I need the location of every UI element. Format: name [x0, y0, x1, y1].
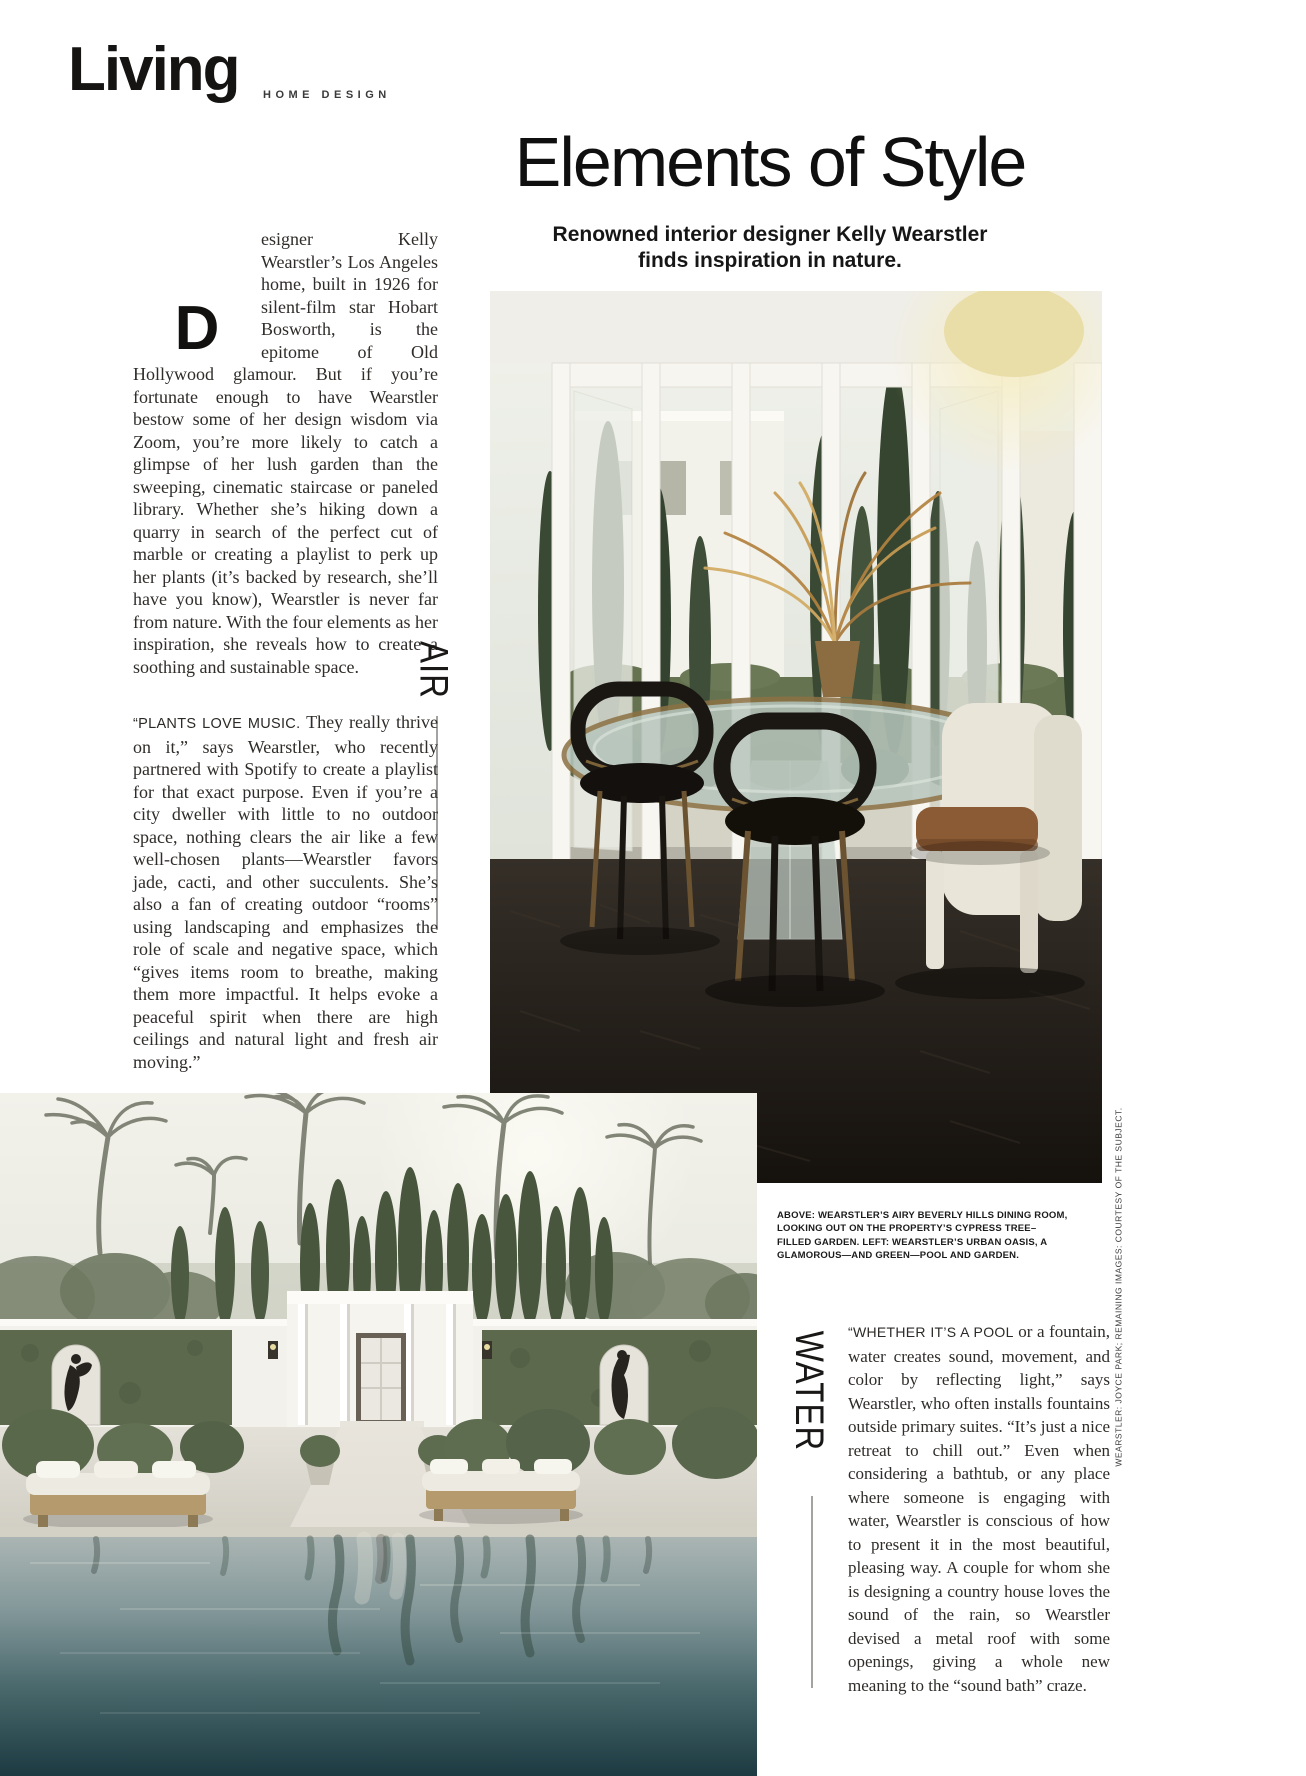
dek — [450, 222, 1090, 273]
water-paragraph — [848, 1320, 1110, 1697]
air-section-label-box — [403, 626, 465, 714]
pool-garden-illustration — [0, 1093, 757, 1776]
air-text: They really thrive on it,” says Wearstler, who recently partnered with Spotify to create a playlist for that exact purpose. Even if you’re a city dweller with little to no outdoor space, nothing clears the air like a few well-chosen plants—Wearstler favors jade, cacti, and other succulents. She’s also a fan of creating outdoor “rooms” using landscaping and emphasizes the role of scale and negative space, which “gives items room to breathe, making them more impactful. It helps evoke a peaceful spirit when there are high ceilings and natural light and fresh air moving.” — [133, 712, 438, 1072]
air-section-label: AIR — [412, 640, 458, 700]
dek-line-1: Renowned interior designer Kelly Wearstler — [552, 223, 988, 246]
headline: Elements of Style — [514, 123, 1026, 201]
water-section-label-box — [780, 1324, 838, 1458]
water-section-rule — [811, 1496, 813, 1688]
dining-room-illustration — [490, 291, 1102, 1183]
photo-caption: ABOVE: WEARSTLER’S AIRY BEVERLY HILLS DINING ROOM, LOOKING OUT ON THE PROPERTY’S CYPRESS TREE–FILLED GARDEN. LEFT: WEARSTLER’S URBAN OASIS, A GLAMOROUS—AND GREEN—POOL AND GARDEN. — [777, 1210, 1068, 1262]
water-section-label: WATER — [787, 1330, 833, 1452]
photo-credit: WEARSTLER: JOYCE PARK; REMAINING IMAGES: COURTESY OF THE SUBJECT. — [1114, 1107, 1124, 1467]
dek-line-2: finds inspiration in nature. — [638, 248, 902, 272]
pool-garden-photo — [0, 1093, 757, 1776]
topic-label: HOME DESIGN — [263, 89, 391, 101]
dining-room-photo — [490, 291, 1102, 1183]
water-text: or a fountain, water creates sound, movement, and color by reflecting light,” says Wearstler, who often installs fountains outside primary suites. “It’s just a nice retreat to chill out.” Even when considering a bathtub, or any place where someone is engaging with water, Wearstler is conscious of how to present it in the most beautiful, pleasing way. A couple for whom she is designing a country house loves the sound of the rain, so Wearstler devised a metal roof with some openings, giving a whole new meaning to the “sound bath” craze. — [848, 1322, 1111, 1695]
section-title: Living — [68, 35, 239, 104]
photo-credit-box — [1110, 1093, 1128, 1481]
air-paragraph — [133, 711, 438, 1073]
water-lead-in: “WHETHER IT’S A POOL — [848, 1324, 1014, 1340]
air-lead-in: “PLANTS LOVE MUSIC. — [133, 716, 301, 732]
intro-paragraph — [133, 228, 438, 678]
intro-text: esigner Kelly Wearstler’s Los Angeles home, built in 1926 for silent-film star Hobart Bosworth, is the epitome of Old Hollywood glamour. But if you’re fortunate enough to have Wearstler bestow some of her design wisdom via Zoom, you’re more likely to catch a glimpse of her lush garden than the sweeping, cinematic staircase or paneled library. Whether she’s hiking down a quarry in search of the perfect cut of marble or creating a playlist to perk up her plants (it’s backed by research, she’ll have you know), Wearstler is never far from nature. With the four elements as her inspiration, she reveals how to create a soothing and sustainable space. — [133, 229, 438, 677]
drop-cap: D — [174, 294, 220, 364]
